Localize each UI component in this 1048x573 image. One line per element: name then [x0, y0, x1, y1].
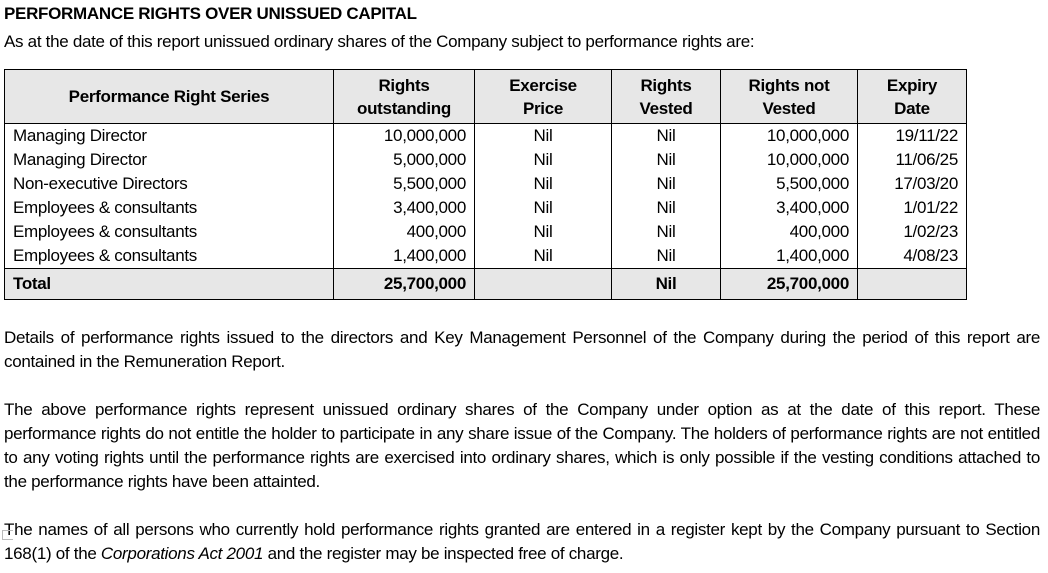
cell-price: Nil	[475, 148, 612, 172]
cell-price: Nil	[475, 244, 612, 269]
paragraph-register	[4, 518, 1040, 566]
total-row	[5, 269, 967, 300]
cell-series: Employees & consultants	[5, 196, 334, 220]
cell-series: Employees & consultants	[5, 220, 334, 244]
total-outstanding: 25,700,000	[334, 269, 475, 300]
header-series-label: Performance Right Series	[68, 87, 270, 106]
cell-price: Nil	[475, 172, 612, 196]
cell-outstanding: 5,000,000	[334, 148, 475, 172]
header-rights-not-vested	[721, 70, 858, 124]
total-expiry	[858, 269, 967, 300]
section-heading: PERFORMANCE RIGHTS OVER UNISSUED CAPITAL	[4, 4, 417, 23]
cell-not-vested: 5,500,000	[721, 172, 858, 196]
cell-series: Managing Director	[5, 124, 334, 149]
header-price-line2: Price	[522, 98, 564, 118]
header-not-vested-line1: Rights not	[748, 75, 830, 95]
cell-expiry: 19/11/22	[858, 124, 967, 149]
cell-series: Managing Director	[5, 148, 334, 172]
document-page	[4, 3, 1040, 563]
cell-outstanding: 3,400,000	[334, 196, 475, 220]
header-expiry-line1: Expiry	[886, 75, 938, 95]
cell-price: Nil	[475, 196, 612, 220]
table-row	[5, 172, 967, 196]
cell-expiry: 4/08/23	[858, 244, 967, 269]
total-price	[475, 269, 612, 300]
cell-not-vested: 1,400,000	[721, 244, 858, 269]
act-name: Corporations Act 2001	[100, 544, 264, 563]
header-series	[5, 70, 334, 124]
cell-vested: Nil	[612, 196, 721, 220]
header-outstanding-line1: Rights	[378, 75, 430, 95]
cell-expiry: 17/03/20	[858, 172, 967, 196]
cell-expiry: 11/06/25	[858, 148, 967, 172]
register-text-end: and the register may be inspected free of charge.	[263, 544, 624, 563]
header-expiry-date	[858, 70, 967, 124]
cell-vested: Nil	[612, 148, 721, 172]
cell-series: Employees & consultants	[5, 244, 334, 269]
cell-outstanding: 1,400,000	[334, 244, 475, 269]
header-outstanding	[334, 70, 475, 124]
cell-not-vested: 10,000,000	[721, 124, 858, 149]
total-label: Total	[5, 269, 334, 300]
cell-outstanding: 10,000,000	[334, 124, 475, 149]
cell-vested: Nil	[612, 172, 721, 196]
header-not-vested-line2: Vested	[762, 98, 816, 118]
header-rights-vested	[612, 70, 721, 124]
cell-not-vested: 400,000	[721, 220, 858, 244]
header-outstanding-line2: outstanding	[357, 98, 451, 118]
cell-outstanding: 400,000	[334, 220, 475, 244]
header-expiry-line2: Date	[894, 98, 930, 118]
table-row	[5, 196, 967, 220]
cell-vested: Nil	[612, 124, 721, 149]
table-row	[5, 124, 967, 149]
cell-not-vested: 10,000,000	[721, 148, 858, 172]
cell-outstanding: 5,500,000	[334, 172, 475, 196]
table-header-row	[5, 70, 967, 124]
paragraph-remuneration-report: Details of performance rights issued to the directors and Key Management Personnel of the Company during the period of this report are contained in the Remuneration Report.	[4, 328, 1040, 371]
cell-price: Nil	[475, 124, 612, 149]
header-exercise-price	[475, 70, 612, 124]
table-row	[5, 148, 967, 172]
header-price-line1: Exercise	[509, 75, 577, 95]
intro-text: As at the date of this report unissued ordinary shares of the Company subject to performance rights are:	[4, 32, 755, 51]
margin-bracket-mark	[2, 530, 13, 540]
total-not-vested: 25,700,000	[721, 269, 858, 300]
register-text-start: The names of all persons who currently hold performance rights granted are entered in a register kept by the Company pursuant to Section 168(1) of the	[4, 520, 1040, 563]
cell-not-vested: 3,400,000	[721, 196, 858, 220]
cell-vested: Nil	[612, 220, 721, 244]
cell-series: Non-executive Directors	[5, 172, 334, 196]
header-vested-line1: Rights	[640, 75, 692, 95]
table-row	[5, 244, 967, 269]
cell-expiry: 1/01/22	[858, 196, 967, 220]
paragraph-rights-description: The above performance rights represent unissued ordinary shares of the Company under option as at the date of this report. These performance rights do not entitle the holder to participate in any share issue of the Company. The holders of performance rights are not entitled to any voting rights until the performance rights are exercised into ordinary shares, which is only possible if the vesting conditions attached to the performance rights have been attainted.	[4, 400, 1040, 491]
total-vested: Nil	[612, 269, 721, 300]
performance-rights-table	[4, 69, 967, 300]
table-row	[5, 220, 967, 244]
cell-expiry: 1/02/23	[858, 220, 967, 244]
cell-vested: Nil	[612, 244, 721, 269]
cell-price: Nil	[475, 220, 612, 244]
header-vested-line2: Vested	[639, 98, 693, 118]
